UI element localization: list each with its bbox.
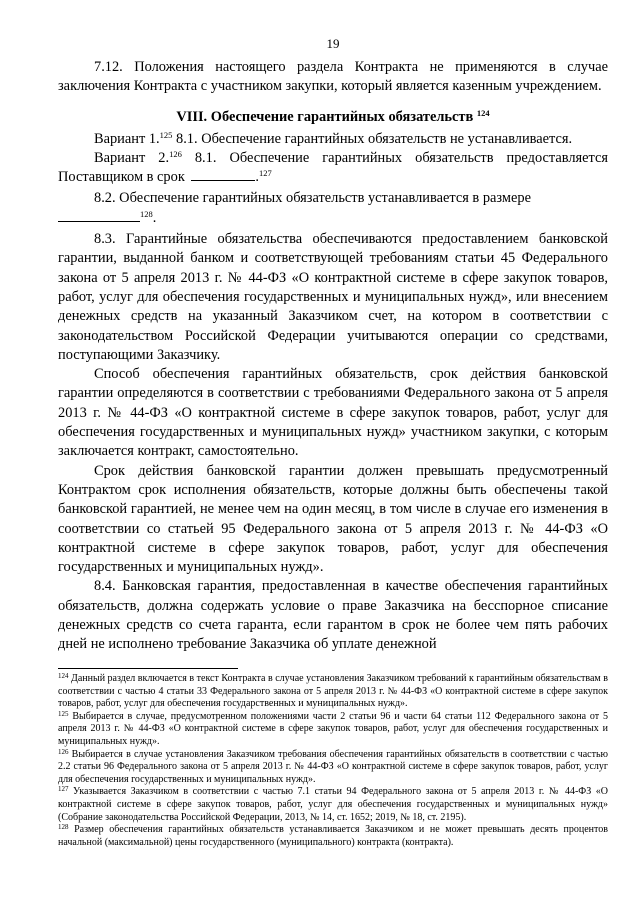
clause-8-2-text: 8.2. Обеспечение гарантийных обязательств устанавливается в размере (94, 190, 531, 207)
footnote-text: Размер обеспечения гарантийных обязательств устанавливается Заказчиком и не может превышать десять процентов начальной (максимальной) цены государственного (муниципального) контракта (контракта). (58, 824, 608, 848)
variant-2-label: Вариант 2. (94, 149, 170, 166)
footnote-ref-126: 126 (169, 148, 182, 159)
footnote-125 (58, 711, 608, 749)
variant-1 (58, 130, 608, 149)
clause-8-2 (58, 189, 608, 208)
amount-blank-field (58, 209, 140, 222)
footnote-divider (58, 668, 238, 669)
clause-8-2-period: . (152, 209, 157, 226)
footnote-number: 127 (58, 785, 69, 794)
footnote-ref-128: 128 (140, 208, 153, 219)
guarantee-method-paragraph: Способ обеспечения гарантийных обязательств, срок действия банковской гарантии определяются в соответствии с требованиями Федерального закона от 5 апреля 2013 г. № 44-ФЗ «О контрактной системе в сфере закупок товаров, работ, услуг для обеспечения государственных и муниципальных нужд» участником закупки, с которым заключается контракт, самостоятельно. (58, 366, 608, 460)
footnote-128 (58, 824, 608, 849)
footnote-text: Выбирается в случае, предусмотренном положениями части 2 статьи 96 и части 64 статьи 112 Федерального закона от 5 апреля 2013 г. № 44-ФЗ «О контрактной системе в сфере закупок товаров, работ, услуг для обеспечения государственных и муниципальных нужд». (58, 710, 608, 747)
document-page (58, 36, 608, 655)
variant-2-period: . (255, 169, 260, 186)
footnotes (58, 668, 608, 849)
footnote-126 (58, 749, 608, 787)
footnote-number: 125 (58, 709, 69, 718)
footnote-text: Указывается Заказчиком в соответствии с частью 7.1 статьи 94 Федерального закона от 5 апреля 2013 г. № 44-ФЗ «О контрактной системе в сфере закупок товаров, работ, услуг для обеспечения государственных и муниципальных нужд» (Собрание законодательства Российской Федерации, 2013, № 14, ст. 1652; 2019, № 18, ст. 2195). (58, 786, 608, 823)
variant-1-text: 8.1. Обеспечение гарантийных обязательств не устанавливается. (172, 130, 573, 147)
footnote-text: Данный раздел включается в текст Контракта в случае установления Заказчиком требований к гарантийным обязательствам в соответствии с частью 4 статьи 33 Федерального закона от 5 апреля 2013 г. № 44-ФЗ «О контрактной системе в сфере закупок товаров, работ, услуг для обеспечения государственных и муниципальных нужд». (58, 673, 608, 710)
footnote-124 (58, 673, 608, 711)
clause-8-3: 8.3. Гарантийные обязательства обеспечиваются предоставлением банковской гарантии, выданной банком и соответствующей требованиям статьи 45 Федерального закона от 5 апреля 2013 г. № 44-ФЗ «О контрактной системе в сфере закупок товаров, работ, услуг для обеспечения государственных и муниципальных нужд», или внесением денежных средств на указанный Заказчиком счет, на котором в соответствии с законодательством Российской Федерации учитываются операции со средствами, поступающими Заказчику. (58, 231, 608, 363)
guarantee-term-paragraph: Срок действия банковской гарантии должен превышать предусмотренный Контрактом срок исполнения обязательств, которые должны быть обеспечены такой банковской гарантией, не менее чем на один месяц, в том числе в случае его изменения в соответствии со статьей 95 Федерального закона от 5 апреля 2013 г. № 44-ФЗ «О контрактной системе в сфере закупок товаров, работ, услуг для обеспечения государственных и муниципальных нужд». (58, 462, 608, 576)
footnote-text: Выбирается в случае установления Заказчиком требования обеспечения гарантийных обязательств в соответствии с частью 2.2 статьи 96 Федерального закона от 5 апреля 2013 г. № 44-ФЗ «О контрактной системе в сфере закупок товаров, работ, услуг для обеспечения государственных и муниципальных нужд». (58, 748, 608, 785)
footnote-number: 126 (58, 747, 69, 756)
section-heading (58, 109, 608, 126)
term-blank-field (191, 168, 255, 181)
variant-1-label: Вариант 1. (94, 130, 160, 147)
footnote-ref-125: 125 (159, 129, 173, 140)
footnote-ref-127: 127 (259, 168, 272, 179)
section-title: VIII. Обеспечение гарантийных обязательств (176, 108, 474, 125)
footnote-ref-124: 124 (476, 107, 490, 118)
clause-8-2-amount (58, 209, 608, 228)
footnote-number: 128 (58, 823, 69, 832)
footnote-127 (58, 786, 608, 824)
variant-2 (58, 149, 608, 188)
footnote-number: 124 (58, 672, 69, 680)
clause-8-4: 8.4. Банковская гарантия, предоставленная в качестве обеспечения гарантийных обязательств, должна содержать условие о праве Заказчика на бесспорное списание денежных средств со счета гаранта, если гарантом в срок не более чем пять рабочих дней не исполнено требование Заказчика об уплате денежной (58, 578, 608, 653)
page-number: 19 (326, 36, 340, 51)
clause-7-12: 7.12. Положения настоящего раздела Контракта не применяются в случае заключения Контракта с участником закупки, который является казенным учреждением. (58, 59, 608, 95)
variant-2-text: 8.1. Обеспечение гарантийных обязательств предоставляется Поставщиком в срок (58, 149, 608, 186)
